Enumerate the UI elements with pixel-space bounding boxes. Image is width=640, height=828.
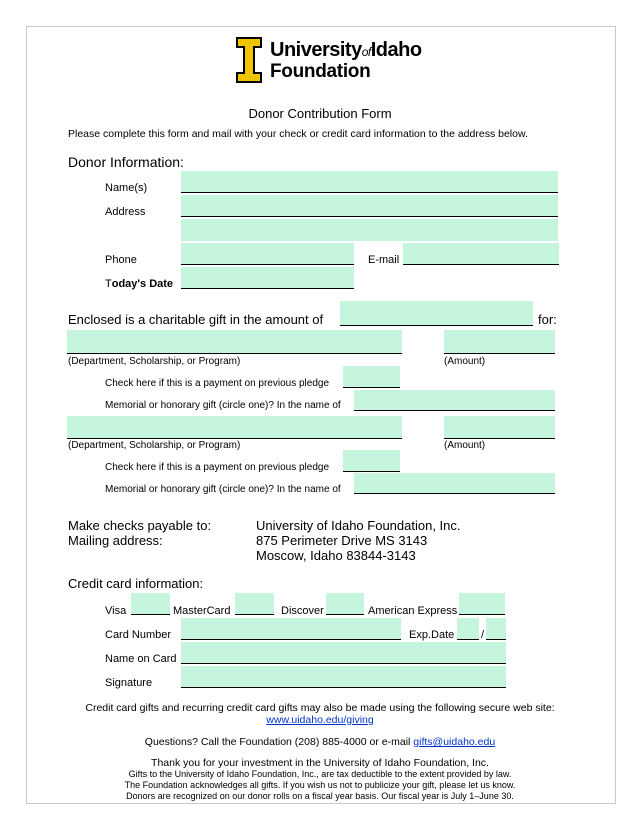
letter-i-icon bbox=[236, 37, 262, 83]
address-field-1[interactable] bbox=[181, 195, 558, 217]
memorial-text-2: Memorial or honorary gift (circle one)? In the name of bbox=[105, 484, 341, 495]
signature-field[interactable] bbox=[181, 666, 506, 688]
intro-text: Please complete this form and mail with your check or credit card information to the address below. bbox=[68, 128, 528, 140]
questions-row bbox=[26, 736, 614, 748]
visa-label: Visa bbox=[105, 605, 127, 617]
form-title: Donor Contribution Form bbox=[248, 106, 392, 121]
gifts-email-link[interactable]: gifts@uidaho.edu bbox=[413, 736, 496, 748]
amex-check[interactable] bbox=[459, 593, 505, 615]
exp-year-field[interactable] bbox=[486, 618, 506, 640]
amount-field-1[interactable] bbox=[444, 330, 555, 354]
memorial-field-1[interactable] bbox=[354, 390, 555, 411]
email-label: E-mail bbox=[368, 254, 400, 266]
exp-date-label: Exp.Date bbox=[409, 629, 455, 641]
thanks-text: Thank you for your investment in the University of Idaho Foundation, Inc. bbox=[151, 757, 489, 769]
address-label: Address bbox=[105, 206, 146, 218]
pledge-check-1[interactable] bbox=[343, 366, 400, 388]
credit-heading: Credit card information: bbox=[68, 576, 204, 591]
mailing-street: 875 Perimeter Drive MS 3143 bbox=[256, 533, 428, 548]
department-field-1[interactable] bbox=[67, 330, 402, 354]
memorial-field-2[interactable] bbox=[354, 473, 555, 494]
date-label bbox=[105, 278, 173, 290]
card-number-field[interactable] bbox=[181, 618, 401, 640]
amount-label-2: (Amount) bbox=[444, 440, 486, 451]
amount-label-1: (Amount) bbox=[444, 356, 486, 367]
mailing-org: University of Idaho Foundation, Inc. bbox=[256, 518, 461, 533]
department-label-1: (Department, Scholarship, or Program) bbox=[68, 356, 241, 367]
name-on-card-field[interactable] bbox=[181, 642, 506, 664]
web-link-row bbox=[26, 714, 614, 726]
mastercard-check[interactable] bbox=[235, 593, 274, 615]
pledge-text-1: Check here if this is a payment on previous pledge bbox=[105, 378, 330, 389]
logo-foundation: Foundation bbox=[270, 61, 371, 82]
enclosed-text: Enclosed is a charitable gift in the amount of bbox=[68, 312, 324, 327]
department-field-2[interactable] bbox=[67, 416, 402, 439]
discover-check[interactable] bbox=[326, 593, 364, 615]
discover-label: Discover bbox=[281, 605, 324, 617]
pledge-check-2[interactable] bbox=[343, 450, 400, 472]
logo-idaho: Idaho bbox=[370, 39, 422, 61]
amount-field-2[interactable] bbox=[444, 416, 555, 439]
pledge-text-2: Check here if this is a payment on previous pledge bbox=[105, 462, 330, 473]
card-number-label: Card Number bbox=[105, 629, 172, 641]
address-field-2[interactable] bbox=[181, 219, 558, 241]
footer-line-2: The Foundation acknowledges all gifts. If you wish us not to publicize your gift, please let us know. bbox=[124, 780, 516, 790]
foundation-logo bbox=[236, 37, 422, 85]
exp-month-field[interactable] bbox=[457, 618, 479, 640]
mailing-label: Mailing address: bbox=[68, 533, 163, 548]
gift-amount-field[interactable] bbox=[340, 301, 533, 326]
memorial-text-1: Memorial or honorary gift (circle one)? In the name of bbox=[105, 400, 341, 411]
email-field[interactable] bbox=[403, 243, 559, 265]
mailing-city: Moscow, Idaho 83844-3143 bbox=[256, 548, 416, 563]
logo-of: of bbox=[361, 45, 371, 59]
name-on-card-label: Name on Card bbox=[105, 653, 177, 665]
for-text: for: bbox=[538, 312, 557, 327]
department-label-2: (Department, Scholarship, or Program) bbox=[68, 440, 241, 451]
date-label-rest: oday's Date bbox=[111, 278, 174, 290]
phone-field[interactable] bbox=[181, 243, 354, 265]
date-label-first: T bbox=[105, 278, 112, 290]
web-text: Credit card gifts and recurring credit card gifts may also be made using the following secure web site: bbox=[85, 702, 555, 714]
exp-separator: / bbox=[481, 629, 485, 641]
logo-university: University bbox=[270, 39, 362, 61]
questions-text: Questions? Call the Foundation (208) 885-4000 or e-mail bbox=[144, 736, 411, 748]
visa-check[interactable] bbox=[131, 593, 170, 615]
name-field[interactable] bbox=[181, 171, 558, 193]
amex-label: American Express bbox=[368, 605, 458, 617]
date-field[interactable] bbox=[181, 267, 354, 289]
signature-label: Signature bbox=[105, 677, 153, 689]
mastercard-label: MasterCard bbox=[173, 605, 231, 617]
phone-label: Phone bbox=[105, 254, 137, 266]
footer-line-3: Donors are recognized on our donor rolls on a fiscal year basis. Our fiscal year is July 1–June 30. bbox=[126, 791, 514, 801]
name-label: Name(s) bbox=[105, 182, 148, 194]
payable-label: Make checks payable to: bbox=[68, 518, 212, 533]
donor-heading: Donor Information: bbox=[68, 154, 184, 170]
footer-line-1: Gifts to the University of Idaho Foundation, Inc., are tax deductible to the extent provided by law. bbox=[128, 769, 512, 779]
giving-link[interactable]: www.uidaho.edu/giving bbox=[266, 714, 374, 726]
